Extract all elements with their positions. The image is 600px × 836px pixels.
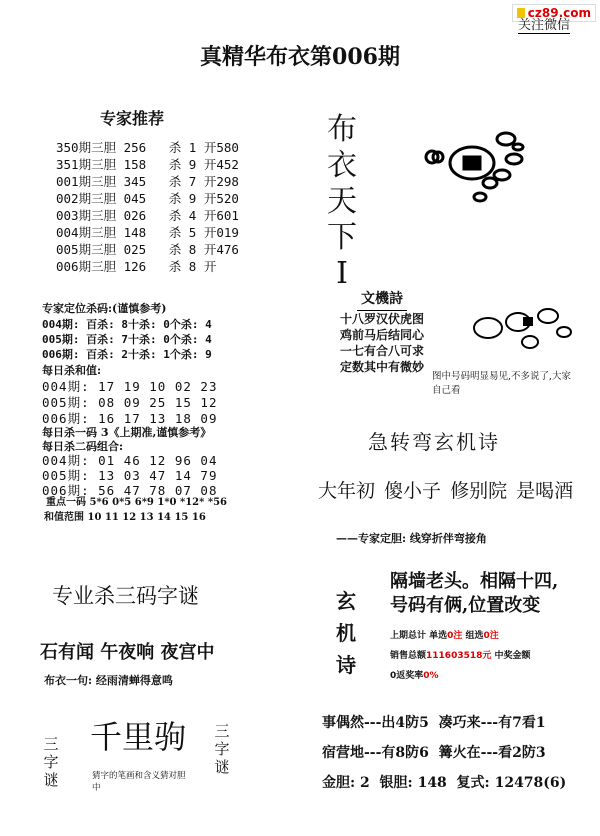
stats-line-2	[390, 646, 531, 666]
expert-fixed-line: ——专家定胆: 线穿折伴弯接角	[336, 532, 487, 545]
position-row: 006期: 百杀: 2十杀: 1个杀: 9	[42, 348, 212, 361]
daily-two-heading: 每日杀二码组合:	[42, 440, 124, 453]
buyi-sentence: 布衣一句: 经雨清蝉得意鸣	[44, 674, 173, 687]
xuanji-label: 玄机诗	[336, 589, 356, 677]
poem-line: 隔墙老头。相隔十四,	[390, 571, 559, 592]
position-row: 004期: 百杀: 8十杀: 0个杀: 4	[42, 318, 212, 331]
daily-one-heading: 每日杀一码 3《上期准,谨慎参考》	[42, 426, 212, 439]
kill-three-heading: 专业杀三码字谜	[52, 584, 199, 608]
expert-row: 001期三胆 345 杀 7 开298	[56, 174, 239, 189]
bottom-line: 事偶然---出4防5 凑巧来---有7看1	[322, 715, 546, 731]
bottom-line: 金胆: 2 银胆: 148 复式: 12478(6)	[322, 775, 567, 791]
page-title: 真精华布衣第006期	[200, 44, 400, 70]
daily-sum-row: 005期: 08 09 25 15 12	[42, 395, 218, 410]
coins-illustration	[420, 125, 530, 225]
riddle-label-right: 三字谜	[214, 722, 230, 776]
daily-two-row: 004期: 01 46 12 96 04	[42, 453, 218, 468]
riddle-line: 石有闻 午夜响 夜宫中	[40, 642, 215, 663]
riddle-answer: 千里驹	[90, 718, 187, 756]
stats-value: 0%	[423, 671, 439, 681]
stats-label: 0返奖率	[390, 671, 424, 681]
wenji-line: 十八罗汉伏虎图	[339, 312, 424, 326]
riddle-note: 猜字的笔画和含义猜对胆中	[92, 771, 186, 793]
daily-sum-row: 004期: 17 19 10 02 23	[42, 379, 218, 394]
beads-illustration	[468, 298, 578, 358]
expert-row: 006期三胆 126 杀 8 开	[56, 259, 217, 274]
daily-two-row: 006期: 56 47 78 07 08	[42, 483, 218, 498]
stats-value: 0注	[483, 631, 499, 641]
focus-one-code: 重点一码 5*6 0*5 6*9 1*0 *12* *56	[46, 497, 227, 508]
expert-row: 351期三胆 158 杀 9 开452	[56, 157, 239, 172]
expert-row: 350期三胆 256 杀 1 开580	[56, 140, 239, 155]
riddle-poem-heading: 急转弯玄机诗	[368, 430, 500, 454]
wenji-line: 定数其中有微妙	[339, 360, 424, 374]
stats-line-3	[390, 666, 531, 686]
daily-sum-heading: 每日杀和值:	[42, 364, 102, 377]
buyi-title: 布衣天下I	[327, 112, 357, 291]
riddle-slogan: 大年初 傻小子 修别院 是喝酒	[318, 480, 574, 502]
expert-row: 002期三胆 045 杀 9 开520	[56, 191, 239, 206]
bottom-line: 宿营地---有8防6 篝火在---看2防3	[322, 745, 546, 761]
stats-value: 111603518元	[426, 651, 492, 661]
wenji-poem	[334, 288, 430, 375]
stats-label: 销售总额	[390, 651, 427, 661]
poem-line: 号码有俩,位置改变	[390, 595, 541, 616]
stats-label: 上期总计 单选	[390, 631, 448, 641]
stats-label: 组选	[462, 631, 484, 641]
expert-row: 005期三胆 025 杀 8 开476	[56, 242, 239, 257]
stats-label: 中奖金额	[491, 651, 531, 661]
daily-sum-row: 006期: 16 17 13 18 09	[42, 411, 218, 426]
wenji-title: 文機詩	[357, 288, 407, 311]
follow-label: 关注微信	[518, 14, 570, 34]
sum-range: 和值范围 10 11 12 13 14 15 16	[44, 512, 206, 523]
picture-caption: 图中号码明显易见,不多说了,大家自己看	[432, 371, 572, 396]
stats-value: 0注	[447, 631, 463, 641]
position-kill-heading: 专家定位杀码:(谨慎参考)	[42, 302, 167, 315]
daily-two-row: 005期: 13 03 47 14 79	[42, 468, 218, 483]
riddle-label-left: 三字谜	[43, 735, 59, 789]
wenji-line: 鸡前马后结同心	[339, 328, 424, 342]
expert-row: 003期三胆 026 杀 4 开601	[56, 208, 239, 223]
site-watermark: cz89.com	[512, 4, 596, 22]
stats-line-1	[390, 626, 531, 646]
wenji-line: 一七有合八可求	[339, 344, 424, 358]
position-row: 005期: 百杀: 7十杀: 0个杀: 4	[42, 333, 212, 346]
xuanji-poem	[390, 570, 558, 618]
expert-row: 004期三胆 148 杀 5 开019	[56, 225, 239, 240]
sales-stats	[390, 626, 531, 686]
expert-heading: 专家推荐	[100, 109, 165, 128]
